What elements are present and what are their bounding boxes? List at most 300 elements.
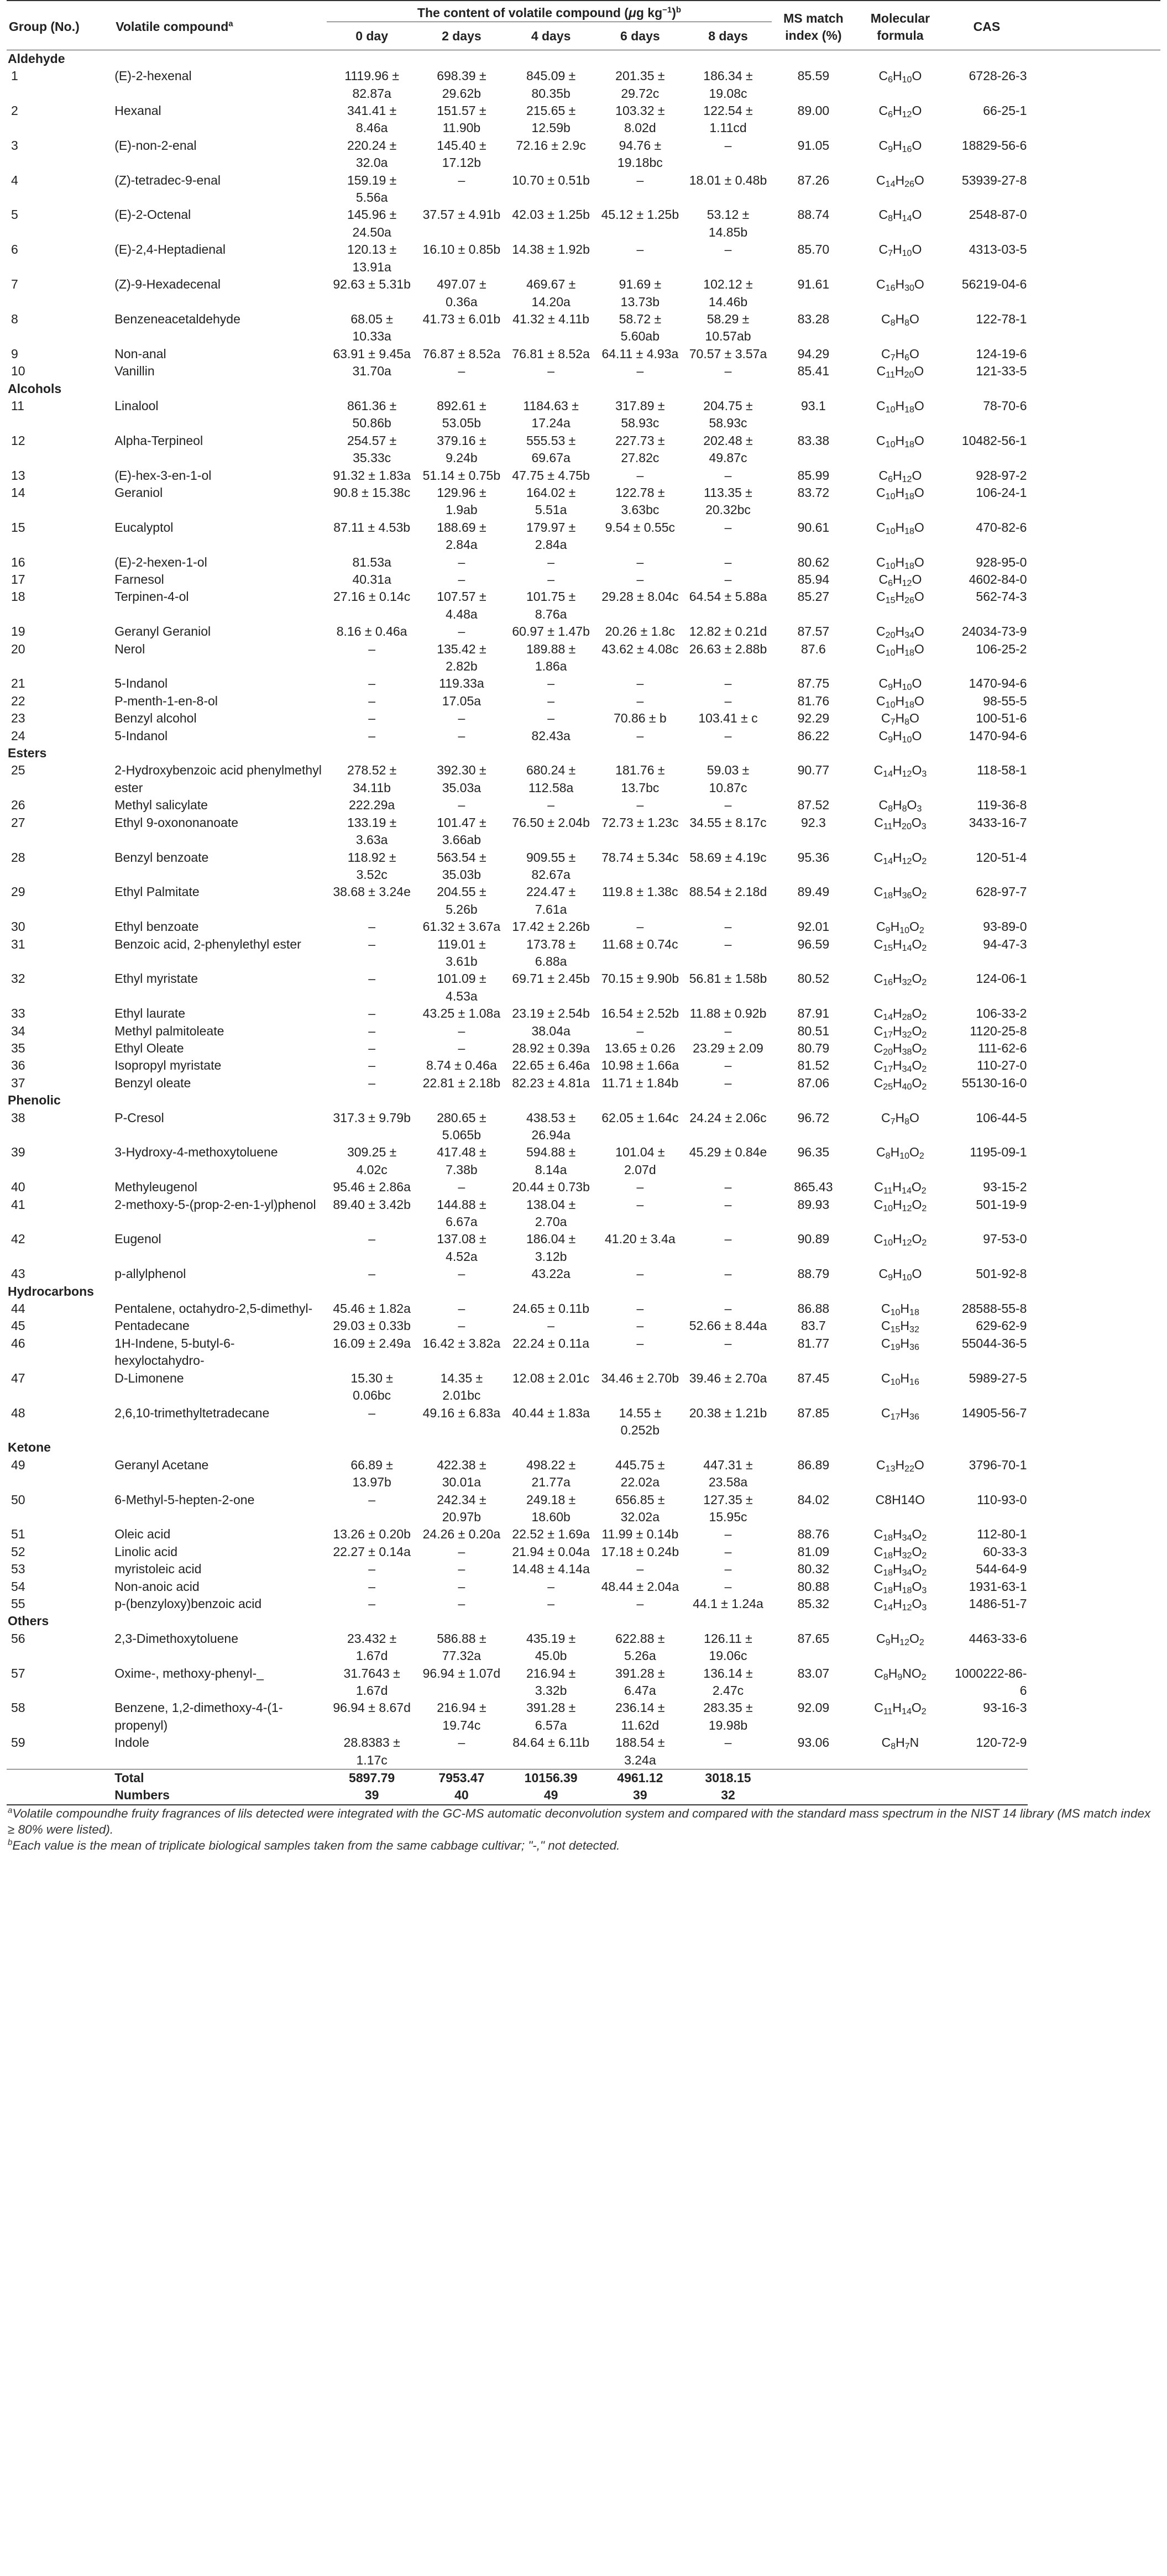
cell-content-day-0: 309.25 ± 4.02c bbox=[347, 1145, 397, 1177]
category-row bbox=[7, 50, 1160, 67]
cell-cas: 5989-27-5 bbox=[969, 1370, 1027, 1385]
cell-content-day-4: 173.78 ± 6.88a bbox=[526, 936, 576, 968]
cell-group-no: 57 bbox=[11, 1666, 25, 1680]
cell-compound: Non-anoic acid bbox=[114, 1579, 200, 1594]
cell-compound: P-menth-1-en-8-ol bbox=[114, 693, 218, 708]
cell-formula: $C_{10}H_{12}O_2$ bbox=[873, 1197, 927, 1213]
cell-group-no: 4 bbox=[11, 172, 18, 187]
cell-formula: $C_{14}H_{12}O_3$ bbox=[873, 1596, 927, 1612]
cell-content-day-4: 82.43a bbox=[531, 728, 571, 743]
cell-compound: Alpha-Terpineol bbox=[114, 433, 203, 448]
cell-ms-match: 85.94 bbox=[797, 572, 830, 587]
header-day-6: 6 days bbox=[620, 29, 660, 44]
cell-content-day-6: 78.74 ± 5.34c bbox=[601, 850, 679, 865]
cell-ms-match: 87.91 bbox=[797, 1006, 830, 1021]
cell-content-day-6: – bbox=[636, 798, 644, 813]
cell-formula: $C_{14}H_{28}O_2$ bbox=[873, 1006, 927, 1023]
cell-compound: p-allylphenol bbox=[114, 1266, 186, 1281]
numbers-day-0: 39 bbox=[327, 1787, 417, 1804]
cell-cas: 470-82-6 bbox=[976, 520, 1027, 535]
cell-content-day-0: 40.31a bbox=[352, 572, 391, 587]
cell-compound: Methyleugenol bbox=[114, 1180, 197, 1195]
cell-content-day-2: – bbox=[458, 624, 465, 639]
cell-content-day-8: – bbox=[724, 1562, 732, 1577]
cell-cas: 1931-63-1 bbox=[969, 1579, 1027, 1594]
numbers-empty bbox=[855, 1787, 946, 1804]
table-row bbox=[7, 970, 1160, 1005]
cell-formula: $C_{10}H_{18}O$ bbox=[876, 520, 924, 536]
cell-formula: $C_9H_{12}O_2$ bbox=[876, 1631, 924, 1647]
cell-ms-match: 88.79 bbox=[797, 1266, 830, 1281]
cell-formula: $C_{11}H_{20}O$ bbox=[876, 364, 924, 380]
cell-content-day-4: 76.50 ± 2.04b bbox=[512, 815, 590, 830]
cell-compound: P-Cresol bbox=[114, 1110, 164, 1125]
cell-content-day-6: 188.54 ± 3.24a bbox=[615, 1735, 665, 1767]
cell-content-day-0: 90.8 ± 15.38c bbox=[333, 485, 411, 500]
cell-ms-match: 83.7 bbox=[801, 1318, 826, 1333]
header-content: The content of volatile compound (μg $kg^{-1})^b$ bbox=[327, 1, 772, 22]
table-row bbox=[7, 1491, 1160, 1526]
cell-ms-match: 83.72 bbox=[797, 485, 830, 500]
cell-content-day-2: 497.07 ± 0.36a bbox=[437, 277, 486, 309]
cell-cas: 93-16-3 bbox=[983, 1700, 1027, 1715]
cell-group-no: 41 bbox=[11, 1197, 25, 1212]
cell-content-day-8: 186.34 ± 19.08c bbox=[703, 69, 753, 101]
cell-content-day-0: 341.41 ± 8.46a bbox=[347, 103, 397, 135]
category-row bbox=[7, 1612, 1160, 1630]
cell-formula: $C_{20}H_{34}O$ bbox=[876, 624, 924, 641]
cell-content-day-4: 216.94 ± 3.32b bbox=[526, 1666, 576, 1698]
cell-content-day-2: 101.47 ± 3.66ab bbox=[437, 815, 486, 847]
total-label: Total bbox=[113, 1769, 326, 1787]
cell-compound: p-(benzyloxy)benzoic acid bbox=[114, 1596, 262, 1611]
cell-compound: myristoleic acid bbox=[114, 1562, 202, 1577]
cell-content-day-4: – bbox=[547, 676, 555, 691]
cell-formula: $C_{16}H_{32}O_2$ bbox=[873, 971, 927, 988]
cell-compound: Nerol bbox=[114, 641, 145, 656]
cell-content-day-8: – bbox=[724, 554, 732, 569]
cell-ms-match: 87.75 bbox=[797, 676, 830, 691]
cell-content-day-6: – bbox=[636, 242, 644, 257]
cell-group-no: 48 bbox=[11, 1405, 25, 1420]
table-row bbox=[7, 1699, 1160, 1734]
cell-ms-match: 83.07 bbox=[797, 1666, 830, 1680]
table-row bbox=[7, 1144, 1160, 1179]
cell-group-no: 20 bbox=[11, 641, 25, 656]
cell-cas: 501-92-8 bbox=[976, 1266, 1027, 1281]
cell-content-day-2: 22.81 ± 2.18b bbox=[422, 1075, 501, 1090]
numbers-empty bbox=[945, 1787, 1028, 1804]
cell-ms-match: 88.76 bbox=[797, 1527, 830, 1542]
cell-content-day-8: 18.01 ± 0.48b bbox=[689, 172, 767, 187]
cell-cas: 24034-73-9 bbox=[961, 624, 1027, 639]
cell-cas: 10482-56-1 bbox=[961, 433, 1027, 448]
cell-group-no: 45 bbox=[11, 1318, 25, 1333]
header-ms-match: MS match index (%) bbox=[783, 11, 844, 43]
cell-formula: $C_{10}H_{18}O$ bbox=[876, 641, 924, 658]
cell-group-no: 24 bbox=[11, 728, 25, 743]
cell-compound: Methyl palmitoleate bbox=[114, 1023, 224, 1038]
cell-content-day-6: – bbox=[636, 1023, 644, 1038]
cell-content-day-4: 69.71 ± 2.45b bbox=[512, 971, 590, 986]
total-row bbox=[7, 1769, 1160, 1787]
cell-compound: Ethyl Oleate bbox=[114, 1040, 184, 1055]
cell-cas: 94-47-3 bbox=[983, 936, 1027, 951]
cell-cas: 3796-70-1 bbox=[969, 1457, 1027, 1472]
cell-formula: $C_{14}H_{12}O_2$ bbox=[873, 850, 927, 866]
cell-content-day-4: – bbox=[547, 572, 555, 587]
cell-content-day-6: 48.44 ± 2.04a bbox=[601, 1579, 679, 1594]
cell-content-day-6: 11.68 ± 0.74c bbox=[602, 936, 678, 951]
cell-content-day-4: 909.55 ± 82.67a bbox=[526, 850, 576, 882]
cell-compound: (E)-non-2-enal bbox=[114, 138, 197, 153]
cell-content-day-2: – bbox=[458, 1735, 465, 1750]
cell-content-day-4: 76.81 ± 8.52a bbox=[512, 346, 590, 361]
cell-content-day-8: – bbox=[724, 572, 732, 587]
cell-content-day-4: 391.28 ± 6.57a bbox=[526, 1700, 576, 1732]
cell-content-day-0: 95.46 ± 2.86a bbox=[333, 1180, 411, 1195]
cell-content-day-4: – bbox=[547, 711, 555, 726]
cell-ms-match: 92.3 bbox=[801, 815, 826, 830]
cell-cas: 106-33-2 bbox=[976, 1006, 1027, 1021]
cell-group-no: 3 bbox=[11, 138, 18, 153]
cell-ms-match: 85.32 bbox=[797, 1596, 830, 1611]
cell-formula: $C_8H_7N$ bbox=[881, 1735, 919, 1752]
numbers-spacer bbox=[7, 1787, 113, 1804]
cell-ms-match: 80.32 bbox=[797, 1562, 830, 1577]
cell-content-day-4: 435.19 ± 45.0b bbox=[526, 1631, 576, 1663]
table-row bbox=[7, 883, 1160, 918]
table-row bbox=[7, 432, 1160, 467]
cell-content-day-6: 41.20 ± 3.4a bbox=[604, 1232, 676, 1247]
cell-content-day-4: 438.53 ± 26.94a bbox=[526, 1110, 576, 1142]
cell-content-day-6: 70.86 ± b bbox=[613, 711, 667, 726]
cell-content-day-2: – bbox=[458, 1579, 465, 1594]
cell-compound: Oxime-, methoxy-phenyl-_ bbox=[114, 1666, 264, 1680]
cell-content-day-2: 14.35 ± 2.01bc bbox=[440, 1370, 483, 1403]
cell-compound: Ethyl Palmitate bbox=[114, 884, 200, 899]
cell-content-day-0: 317.3 ± 9.79b bbox=[333, 1110, 411, 1125]
cell-ms-match: 93.1 bbox=[801, 398, 826, 413]
volatile-compounds-table bbox=[7, 0, 1160, 1805]
cell-ms-match: 96.59 bbox=[797, 936, 830, 951]
table-row bbox=[7, 623, 1160, 640]
table-row bbox=[7, 1057, 1160, 1074]
cell-compound: Benzyl oleate bbox=[114, 1075, 191, 1090]
table-row bbox=[7, 1543, 1160, 1561]
table-row bbox=[7, 484, 1160, 519]
cell-compound: Oleic acid bbox=[114, 1527, 171, 1542]
cell-cas: 100-51-6 bbox=[976, 711, 1027, 726]
cell-cas: 2548-87-0 bbox=[969, 207, 1027, 222]
cell-content-day-2: 119.01 ± 3.61b bbox=[437, 936, 486, 968]
cell-group-no: 34 bbox=[11, 1023, 25, 1038]
table-row bbox=[7, 206, 1160, 241]
cell-content-day-8: 24.24 ± 2.06c bbox=[689, 1110, 767, 1125]
cell-formula: $C_8H_{14}O$ bbox=[878, 207, 922, 224]
cell-group-no: 39 bbox=[11, 1145, 25, 1160]
cell-ms-match: 90.77 bbox=[797, 763, 830, 778]
category-label: Hydrocarbons bbox=[8, 1284, 94, 1299]
cell-content-day-6: 91.69 ± 13.73b bbox=[619, 277, 662, 309]
cell-content-day-2: 151.57 ± 11.90b bbox=[437, 103, 486, 135]
cell-compound: 3-Hydroxy-4-methoxytoluene bbox=[114, 1145, 278, 1160]
cell-content-day-8: 204.75 ± 58.93c bbox=[703, 398, 753, 431]
table-row bbox=[7, 1075, 1160, 1092]
cell-content-day-8: 59.03 ± 10.87c bbox=[707, 763, 750, 795]
cell-content-day-6: 122.78 ± 3.63bc bbox=[615, 485, 665, 517]
total-day-0: 5897.79 bbox=[327, 1769, 417, 1787]
cell-compound: Linalool bbox=[114, 398, 159, 413]
cell-content-day-0: 1119.96 ± 82.87a bbox=[344, 69, 399, 101]
cell-compound: 6-Methyl-5-hepten-2-one bbox=[114, 1492, 255, 1507]
cell-group-no: 23 bbox=[11, 711, 25, 726]
cell-formula: $C_{20}H_{38}O_2$ bbox=[873, 1040, 927, 1057]
table-row bbox=[7, 849, 1160, 884]
cell-content-day-2: – bbox=[458, 1180, 465, 1195]
table-row bbox=[7, 1561, 1160, 1578]
cell-content-day-6: – bbox=[636, 572, 644, 587]
cell-content-day-6: – bbox=[636, 554, 644, 569]
cell-group-no: 53 bbox=[11, 1562, 25, 1577]
cell-group-no: 40 bbox=[11, 1180, 25, 1195]
cell-group-no: 12 bbox=[11, 433, 25, 448]
cell-cas: 118-58-1 bbox=[977, 763, 1027, 778]
cell-content-day-0: – bbox=[368, 936, 376, 951]
cell-ms-match: 85.27 bbox=[797, 589, 830, 604]
cell-content-day-0: 220.24 ± 32.0a bbox=[347, 138, 397, 170]
cell-ms-match: 87.85 bbox=[797, 1405, 830, 1420]
cell-content-day-4: 22.65 ± 6.46a bbox=[512, 1058, 590, 1073]
cell-compound: Pentadecane bbox=[114, 1318, 190, 1333]
cell-content-day-6: – bbox=[636, 676, 644, 691]
cell-formula: $C_{17}H_{36}$ bbox=[881, 1405, 919, 1422]
cell-content-day-8: 283.35 ± 19.98b bbox=[703, 1700, 753, 1732]
table-row bbox=[7, 936, 1160, 971]
cell-content-day-4: 82.23 ± 4.81a bbox=[512, 1075, 590, 1090]
cell-formula: $C_8H_9NO_2$ bbox=[874, 1666, 927, 1682]
cell-compound: 2,3-Dimethoxytoluene bbox=[114, 1631, 238, 1646]
cell-content-day-4: 14.48 ± 4.14a bbox=[512, 1562, 590, 1577]
cell-cas: 112-80-1 bbox=[977, 1527, 1027, 1542]
cell-content-day-2: 892.61 ± 53.05b bbox=[437, 398, 486, 431]
cell-cas: 14905-56-7 bbox=[961, 1405, 1027, 1420]
cell-group-no: 27 bbox=[11, 815, 25, 830]
cell-content-day-2: 43.25 ± 1.08a bbox=[422, 1006, 501, 1021]
cell-content-day-0: 38.68 ± 3.24e bbox=[333, 884, 411, 899]
cell-content-day-4: 40.44 ± 1.83a bbox=[512, 1405, 590, 1420]
cell-ms-match: 86.22 bbox=[797, 728, 830, 743]
cell-content-day-2: 129.96 ± 1.9ab bbox=[437, 485, 486, 517]
cell-content-day-6: – bbox=[636, 1266, 644, 1281]
cell-content-day-4: 84.64 ± 6.11b bbox=[512, 1735, 590, 1750]
cell-content-day-2: – bbox=[458, 1318, 465, 1333]
category-row bbox=[7, 380, 1160, 397]
header-day-4: 4 days bbox=[531, 29, 571, 44]
table-row bbox=[7, 1040, 1160, 1057]
footnote-b: $^b$Each value is the mean of triplicate biological samples taken from the same cabbage cultivar; "-," not detected. bbox=[8, 1837, 620, 1852]
table-row bbox=[7, 1734, 1160, 1769]
table-row bbox=[7, 1578, 1160, 1595]
cell-cas: 119-36-8 bbox=[977, 798, 1027, 813]
cell-ms-match: 86.88 bbox=[797, 1301, 830, 1316]
cell-ms-match: 88.74 bbox=[797, 207, 830, 222]
category-label: Others bbox=[8, 1614, 49, 1629]
cell-formula: $C_{18}H_{34}O_2$ bbox=[873, 1527, 927, 1543]
cell-compound: Ethyl benzoate bbox=[114, 919, 199, 934]
table-row bbox=[7, 1665, 1160, 1700]
cell-content-day-0: – bbox=[368, 1058, 376, 1073]
cell-content-day-0: – bbox=[368, 1562, 376, 1577]
cell-content-day-0: – bbox=[368, 1023, 376, 1038]
cell-group-no: 32 bbox=[11, 971, 25, 986]
cell-content-day-6: 17.18 ± 0.24b bbox=[601, 1544, 679, 1559]
cell-ms-match: 90.61 bbox=[797, 520, 830, 535]
cell-formula: $C_{10}H_{18}O$ bbox=[876, 433, 924, 449]
cell-cas: 93-89-0 bbox=[983, 919, 1027, 934]
cell-content-day-6: 101.04 ± 2.07d bbox=[615, 1145, 665, 1177]
cell-content-day-8: 70.57 ± 3.57a bbox=[689, 346, 767, 361]
cell-formula: $C_9H_{10}O$ bbox=[878, 728, 922, 745]
cell-ms-match: 80.52 bbox=[797, 971, 830, 986]
cell-content-day-2: – bbox=[458, 364, 465, 379]
cell-content-day-8: 136.14 ± 2.47c bbox=[703, 1666, 753, 1698]
cell-ms-match: 865.43 bbox=[794, 1180, 833, 1195]
cell-group-no: 19 bbox=[11, 624, 25, 639]
cell-content-day-4: – bbox=[547, 1596, 555, 1611]
cell-group-no: 11 bbox=[11, 398, 24, 413]
cell-content-day-0: 278.52 ± 34.11b bbox=[347, 763, 397, 795]
cell-content-day-2: 119.33a bbox=[439, 676, 484, 691]
cell-content-day-2: 417.48 ± 7.38b bbox=[437, 1145, 486, 1177]
table-row bbox=[7, 1335, 1160, 1370]
cell-ms-match: 90.89 bbox=[797, 1232, 830, 1247]
cell-content-day-4: 12.08 ± 2.01c bbox=[512, 1370, 590, 1385]
cell-compound: Hexanal bbox=[114, 103, 161, 118]
table-row bbox=[7, 641, 1160, 676]
cell-content-day-0: 22.27 ± 0.14a bbox=[333, 1544, 411, 1559]
cell-content-day-0: 145.96 ± 24.50a bbox=[347, 207, 397, 239]
cell-content-day-2: 242.34 ± 20.97b bbox=[437, 1492, 486, 1524]
cell-content-day-6: 119.8 ± 1.38c bbox=[602, 884, 678, 899]
cell-compound: Geranyl Geraniol bbox=[114, 624, 211, 639]
cell-content-day-0: – bbox=[368, 1040, 376, 1055]
cell-content-day-2: – bbox=[458, 1596, 465, 1611]
table-row bbox=[7, 137, 1160, 172]
cell-content-day-8: 23.29 ± 2.09 bbox=[693, 1040, 763, 1055]
volatile-compounds-table-figure bbox=[7, 0, 1160, 1854]
cell-cas: 78-70-6 bbox=[983, 398, 1027, 413]
cell-content-day-6: 34.46 ± 2.70b bbox=[601, 1370, 679, 1385]
cell-content-day-4: 23.19 ± 2.54b bbox=[512, 1006, 590, 1021]
cell-content-day-6: 94.76 ± 19.18bc bbox=[617, 138, 663, 170]
numbers-day-4: 49 bbox=[506, 1787, 596, 1804]
cell-content-day-2: 586.88 ± 77.32a bbox=[437, 1631, 486, 1663]
cell-content-day-6: 43.62 ± 4.08c bbox=[601, 641, 679, 656]
cell-compound: Benzoic acid, 2-phenylethyl ester bbox=[114, 936, 301, 951]
table-row bbox=[7, 814, 1160, 849]
cell-content-day-8: 52.66 ± 8.44a bbox=[689, 1318, 767, 1333]
cell-content-day-0: 861.36 ± 50.86b bbox=[347, 398, 397, 431]
cell-content-day-2: 8.74 ± 0.46a bbox=[426, 1058, 497, 1073]
cell-content-day-0: 16.09 ± 2.49a bbox=[333, 1336, 411, 1350]
cell-content-day-2: 107.57 ± 4.48a bbox=[437, 589, 486, 621]
table-row bbox=[7, 1370, 1160, 1405]
cell-content-day-8: – bbox=[724, 1735, 732, 1750]
table-row bbox=[7, 727, 1160, 745]
cell-content-day-0: – bbox=[368, 919, 376, 934]
cell-formula: $C_{14}H_{12}O_3$ bbox=[873, 763, 927, 779]
cell-content-day-0: 66.89 ± 13.97b bbox=[350, 1457, 393, 1490]
table-row bbox=[7, 1526, 1160, 1543]
cell-group-no: 33 bbox=[11, 1006, 25, 1021]
cell-content-day-6: – bbox=[636, 693, 644, 708]
cell-content-day-2: 145.40 ± 17.12b bbox=[437, 138, 486, 170]
cell-compound: Farnesol bbox=[114, 572, 164, 587]
cell-group-no: 37 bbox=[11, 1075, 25, 1090]
cell-ms-match: 95.36 bbox=[797, 850, 830, 865]
cell-content-day-4: – bbox=[547, 1318, 555, 1333]
cell-content-day-0: 8.16 ± 0.46a bbox=[336, 624, 407, 639]
category-row bbox=[7, 1439, 1160, 1456]
cell-group-no: 1 bbox=[11, 69, 18, 83]
cell-content-day-4: 1184.63 ± 17.24a bbox=[523, 398, 579, 431]
cell-formula: $C_8H_8O_3$ bbox=[878, 798, 922, 814]
cell-ms-match: 80.62 bbox=[797, 554, 830, 569]
cell-cas: 53939-27-8 bbox=[961, 172, 1027, 187]
total-day-4: 10156.39 bbox=[506, 1769, 596, 1787]
cell-content-day-8: – bbox=[724, 936, 732, 951]
cell-group-no: 22 bbox=[11, 693, 25, 708]
cell-content-day-6: – bbox=[636, 1336, 644, 1350]
cell-ms-match: 93.06 bbox=[797, 1735, 830, 1750]
cell-content-day-4: – bbox=[547, 798, 555, 813]
total-day-2: 7953.47 bbox=[417, 1769, 506, 1787]
cell-group-no: 2 bbox=[11, 103, 18, 118]
cell-cas: 98-55-5 bbox=[983, 693, 1027, 708]
cell-content-day-8: 39.46 ± 2.70a bbox=[689, 1370, 767, 1385]
cell-content-day-2: 16.10 ± 0.85b bbox=[422, 242, 501, 257]
cell-formula: $C_6H_{10}O$ bbox=[878, 69, 922, 85]
cell-group-no: 46 bbox=[11, 1336, 25, 1350]
cell-group-no: 54 bbox=[11, 1579, 25, 1594]
cell-content-day-0: 133.19 ± 3.63a bbox=[347, 815, 397, 847]
table-row bbox=[7, 554, 1160, 571]
cell-group-no: 56 bbox=[11, 1631, 25, 1646]
cell-compound: Geraniol bbox=[114, 485, 163, 500]
cell-content-day-2: 51.14 ± 0.75b bbox=[422, 468, 501, 483]
cell-cas: 106-24-1 bbox=[976, 485, 1027, 500]
cell-content-day-6: – bbox=[636, 728, 644, 743]
cell-content-day-0: – bbox=[368, 728, 376, 743]
cell-content-day-2: – bbox=[458, 1266, 465, 1281]
cell-content-day-0: – bbox=[368, 1596, 376, 1611]
cell-cas: 120-72-9 bbox=[976, 1735, 1027, 1750]
cell-cas: 628-97-7 bbox=[976, 884, 1027, 899]
category-label: Aldehyde bbox=[8, 51, 65, 66]
cell-ms-match: 84.02 bbox=[797, 1492, 830, 1507]
cell-content-day-8: 122.54 ± 1.11cd bbox=[703, 103, 753, 135]
cell-compound: Non-anal bbox=[114, 346, 166, 361]
cell-content-day-0: – bbox=[368, 1006, 376, 1021]
table-row bbox=[7, 363, 1160, 380]
category-row bbox=[7, 1092, 1160, 1109]
table-row bbox=[7, 519, 1160, 554]
cell-compound: 5-Indanol bbox=[114, 728, 168, 743]
cell-group-no: 36 bbox=[11, 1058, 25, 1073]
cell-content-day-8: – bbox=[724, 138, 732, 153]
cell-group-no: 49 bbox=[11, 1457, 25, 1472]
